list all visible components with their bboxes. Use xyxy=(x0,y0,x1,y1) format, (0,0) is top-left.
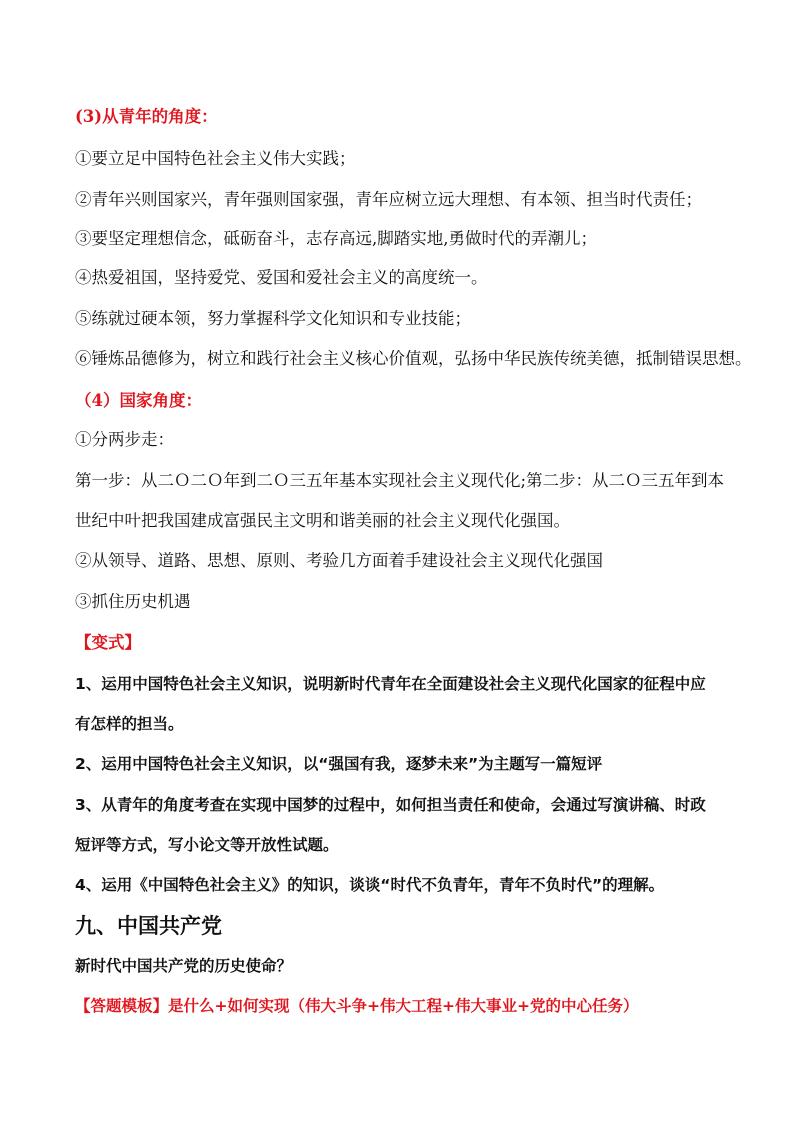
section3-item: ⑤练就过硬本领，努力掌握科学文化知识和专业技能； xyxy=(75,309,471,328)
section3-item: ⑥锤炼品德修为，树立和践行社会主义核心价值观，弘扬中华民族传统美德，抵制错误思想。 xyxy=(75,349,752,368)
template-label: 【答题模板】 xyxy=(75,997,169,1015)
variant-question: 1、运用中国特色社会主义知识，说明新时代青年在全面建设社会主义现代化国家的征程中应 xyxy=(75,675,706,693)
variant-question: 4、运用《中国特色社会主义》的知识，谈谈“时代不负青年，青年不负时代”的理解。 xyxy=(75,876,665,894)
variant-question: 2、运用中国特色社会主义知识，以“强国有我，逐梦未来”为主题写一篇短评 xyxy=(75,755,603,773)
variant-title: 【变式】 xyxy=(75,633,141,652)
section4-item: 第一步：从二Ｏ二Ｏ年到二Ｏ三五年基本实现社会主义现代化;第二步：从二Ｏ三五年到本 xyxy=(75,471,725,490)
template-text: 是什么+如何实现（伟大斗争+伟大工程+伟大事业+党的中心任务） xyxy=(168,997,639,1015)
chapter-heading: 九、中国共产党 xyxy=(75,914,222,938)
answer-template xyxy=(75,996,735,1016)
section4-item: ③抓住历史机遇 xyxy=(75,592,191,611)
section3-item: ④热爱祖国，坚持爱党、爱国和爱社会主义的高度统一。 xyxy=(75,268,488,287)
chapter-question: 新时代中国共产党的历史使命？ xyxy=(75,957,293,975)
variant-question: 短评等方式，写小论文等开放性试题。 xyxy=(75,836,339,854)
section3-item: ③要坚定理想信念，砥砺奋斗，志存高远,脚踏实地,勇做时代的弄潮儿； xyxy=(75,229,597,248)
section3-item: ①要立足中国特色社会主义伟大实践； xyxy=(75,149,356,168)
section3-title: (3)从青年的角度： xyxy=(75,107,218,126)
section3-item: ②青年兴则国家兴，青年强则国家强，青年应树立远大理想、有本领、担当时代责任； xyxy=(75,190,702,209)
section4-item: ②从领导、道路、思想、原则、考验几方面着手建设社会主义现代化强国 xyxy=(75,551,603,570)
variant-question: 有怎样的担当。 xyxy=(75,715,184,733)
section4-title: （4）国家角度： xyxy=(75,391,202,410)
variant-question: 3、从青年的角度考查在实现中国梦的过程中，如何担当责任和使命，会通过写演讲稿、时政 xyxy=(75,796,706,814)
section4-item: ①分两步走： xyxy=(75,430,174,449)
section4-item: 世纪中叶把我国建成富强民主文明和谐美丽的社会主义现代化强国。 xyxy=(75,511,570,530)
